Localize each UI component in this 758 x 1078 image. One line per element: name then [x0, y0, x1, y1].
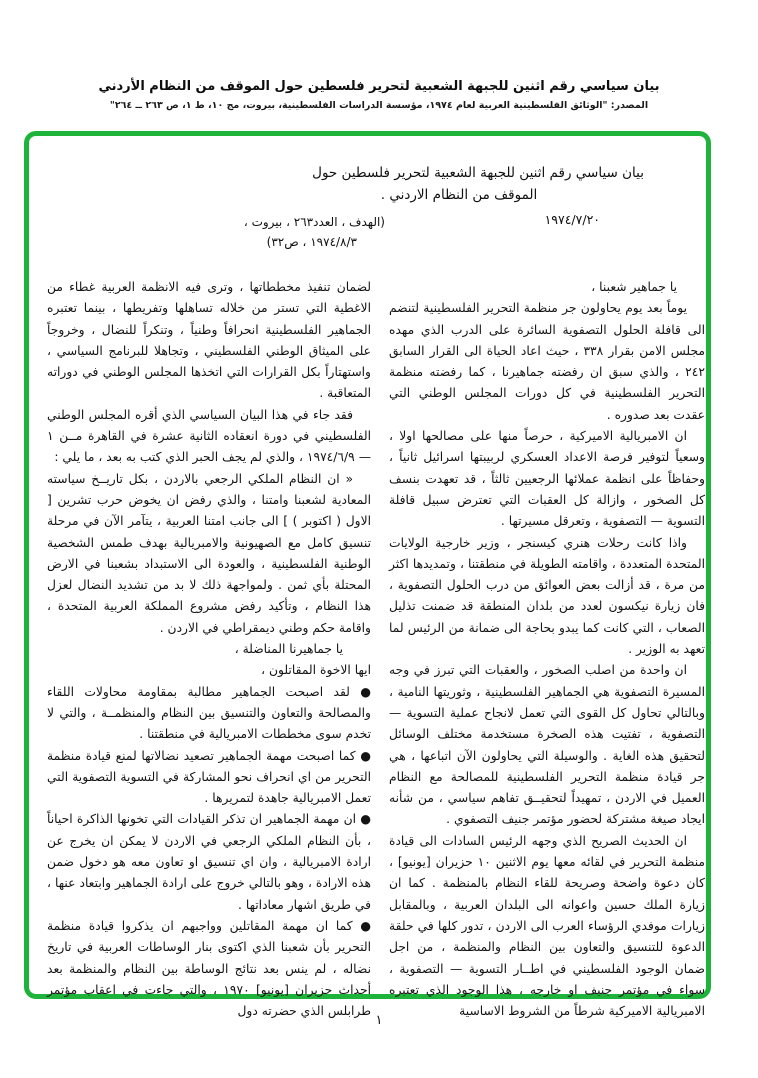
paragraph: ان الامبريالية الاميركية ، حرصاً منها على مصالحها اولا ، وسعياً لتوفير فرصة الاعداد العسكري لربيبتها اسرائيل ثانياً ، وحفاظاً على انظمة عملائها الرجعيين ثالثاً ، قد تعهدت بنسف كل الصخور ، وازالة كل العقبات التي تعترض سبيل قافلة التسوية — التصفوية ، وتعرقل مسيرتها .	[389, 429, 705, 529]
doc-citation	[244, 212, 385, 252]
document-frame	[24, 131, 711, 1019]
paragraph: ان واحدة من اصلب الصخور ، والعقبات التي تبرز في وجه المسيرة التصفوية هي الجماهير الفلسطينية ، وثوريتها النامية ، وبالتالي تحاول كل القوى التي تعمل لانجاح عملية التسوية — التصفوية ، تفتيت هذه الصخرة مستخدمة مختلف الوسائل لتحقيق هذه الغاية . والوسيلة التي يحاولون الآن اتباعها ، هي جر قيادة منظمة التحرير الفلسطينية للمصالحة مع النظام العميل في الاردن ، تمهيداً لتحقيــق تفاهم سياسي ، من شأنه ايجاد صيغة مشتركة لحضور مؤتمر جنيف التصفوي .	[389, 663, 705, 827]
paragraph: واذا كانت رحلات هنري كيسنجر ، وزير خارجية الولايات المتحدة المتعددة ، واقامته الطويلة في منطقتنا ، وتمديدها اكثر من مرة ، قد أزالت بعض العوائق من درب الحلول التصفوية ، فان زيارة نيكسون لعدد من بلدان المنطقة قد ضمنت تذليل الصعاب ، التي كانت كما يبدو بحاجة الى ضمانة من الرئيس لما تعهد به الوزير .	[389, 535, 705, 657]
doc-title-line2: الموقف من النظام الاردني .	[380, 187, 538, 203]
bullet-paragraph: ● كما ان مهمة المقاتلين وواجبهم ان يذكروا قيادة منظمة التحرير بأن شعبنا الذي اكتوى بنار الوساطات العربية في تاريخ نضاله ، لم ينس بعد نتائج الوساطة بين النظام والمنظمة بعد أحداث حزيران [يونيو] ١٩٧٠ ، والتي جاءت في اعقاب مؤتمر طرابلس الذي حضرته دول	[47, 918, 371, 1019]
paragraph: « ان النظام الملكي الرجعي بالاردن ، بكل تاريــخ سياسته المعادية لشعبنا وامتنا ، والذي رفض ان يخوض حرب تشرين [ الاول ( اكتوبر ) ] الى جانب امتنا العربية ، يتآمر الآن في مرحلة تنسيق كامل مع الصهيونية والامبريالية بهدف طمس الشخصية الوطنية الفلسطينية ، والعودة الى الاستبداد بشعبنا في الارض المحتلة بأي ثمن . ولمواجهة ذلك لا بد من تشديد النضال لعزل هذا النظام ، وتأكيد رفض مشروع المملكة العربية المتحدة ، واقامة حكم وطني ديمقراطي في الاردن .	[47, 471, 371, 635]
salutation: ايها الاخوة المقاتلون ،	[261, 663, 371, 678]
paragraph: لضمان تنفيذ مخططاتها ، وترى فيه الانظمة العربية غطاء من الاغطية التي تستر من خلاله تساهلها وتفريطها ، بينما تعتبره الجماهير الفلسطينية انحرافاً وطنياً ، وتنكراً للنضال ، وخروجاً على الميثاق الوطني الفلسطيني ، وتجاهلا للبرنامج السياسي ، واستهتاراً بكل القرارات التي اتخذها المجلس الوطني في دوراته المتعاقبة .	[47, 280, 371, 401]
outer-header	[0, 78, 758, 111]
paragraph: يوماً بعد يوم يحاولون جر منظمة التحرير الفلسطينية لتنضم الى قافلة الحلول التصفوية السائرة على الدرب الذي مهده مجلس الامن بقرار ٣٣٨ ، حيث اعاد الحياة الى القرار السابق ٢٤٢ ، والذي سبق ان رفضته جماهيرنا ، كما رفضته منظمة التحرير الفلسطينية في كل دورات المجلس الوطني التي عقدت بعد صدوره .	[389, 301, 705, 422]
bullet-paragraph: ● ان مهمة الجماهير ان تذكر القيادات التي تخونها الذاكرة احياناً ، بأن النظام الملكي الرجعي في الاردن لا يمكن ان يخرج عن ارادة الامبريالية ، وان اي تنسيق او تعاون معه هو دخول ضمن هذه الارادة ، وهو بالتالي خروج على ارادة الجماهير وابتعاد عنها ، في طريق اشهار معاداتها .	[47, 812, 371, 912]
doc-title	[219, 162, 644, 206]
citation-line2: ١٩٧٤/٨/٣ ، ص٣٢)	[266, 235, 357, 249]
doc-title-line1: بيان سياسي رقم اثنين للجبهة الشعبية لتحرير فلسطين حول	[312, 165, 644, 181]
column-left	[47, 277, 371, 1022]
salutation: يا جماهير شعبنا ،	[591, 280, 677, 294]
bullet-paragraph: ● لقد اصبحت الجماهير مطالبة بمقاومة محاولات اللقاء والمصالحة والتعاون والتنسيق بين النظام والمنظمــة ، والتي لا تخدم سوى مخططات الامبريالية في منطقتنا .	[47, 684, 371, 742]
source-line: المصدر: "الوثائق الفلسطينية العربية لعام ١٩٧٤، مؤسسة الدراسات الفلسطينية، بيروت، مج ١٠، ط ١، ص ٢٦٣ ــ ٢٦٤"	[109, 100, 649, 111]
bullet-paragraph: ● كما اصبحت مهمة الجماهير تصعيد نضالاتها لمنع قيادة منظمة التحرير من اي انحراف نحو المشاركة في التسوية التصفوية التي تعمل الامبريالية جاهدة لتمريرها .	[47, 748, 371, 806]
column-right	[389, 277, 705, 1022]
paragraph: فقد جاء في هذا البيان السياسي الذي أقره المجلس الوطني الفلسطيني في دورة انعقاده الثانية عشرة في القاهرة مــن ١ — ١٩٧٤/٦/٩ ، والذي لم يجف الحبر الذي كتب به بعد ، ما يلي :	[47, 407, 371, 465]
citation-line1: (الهدف ، العدد٢٦٣ ، بيروت ،	[243, 215, 385, 229]
page-title: بيان سياسي رقم اثنين للجبهة الشعبية لتحرير فلسطين حول الموقف من النظام الأردني	[98, 79, 660, 94]
paragraph: ان الحديث الصريح الذي وجهه الرئيس السادات الى قيادة منظمة التحرير في لقائه معها يوم الاثنين ١٠ حزيران [يونيو] ، كان دعوة واضحة وصريحة للقاء النظام بالمنظمة . كما ان زيارة الملك حسين واعوانه الى البلدان العربية ، وبالمقابل زيارات موفدي الرؤساء العرب الى الاردن ، تدور كلها في حلقة الدعوة للتنسيق والتعاون بين النظام والمنظمة ، من اجل ضمان الوجود الفلسطيني في اطــار التسوية — التصفوية ، سواء في مؤتمر جنيف او خارجه ، هذا الوجود الذي تعتبره الامبريالية الاميركية شرطاً من الشروط الاساسية	[389, 833, 705, 1019]
salutation: يا جماهيرنا المناضلة ،	[234, 642, 343, 657]
page-number: ١	[375, 1013, 383, 1028]
doc-date: ١٩٧٤/٧/٢٠	[544, 212, 600, 227]
